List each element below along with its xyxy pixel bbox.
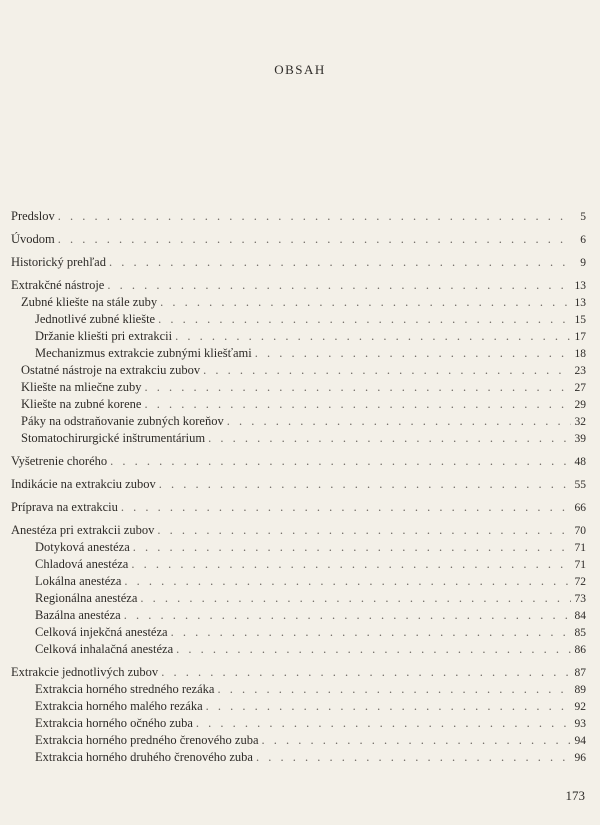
toc-entry (11, 311, 586, 328)
toc-entry-page: 85 (574, 627, 586, 639)
toc-entry-page: 23 (574, 365, 586, 377)
dot-leader (133, 539, 571, 556)
toc-entry-page: 18 (574, 348, 586, 360)
dot-leader (208, 430, 571, 447)
dot-leader (158, 311, 571, 328)
toc-entry (11, 254, 586, 271)
toc-entry-page: 71 (574, 559, 586, 571)
toc-entry-page: 5 (580, 211, 586, 223)
toc-entry-page: 73 (574, 593, 586, 605)
toc-entry-page: 29 (574, 399, 586, 411)
toc-entry (11, 231, 586, 248)
toc-entry-label: Vyšetrenie chorého (11, 454, 108, 468)
toc-entry-label: Ostatné nástroje na extrakciu zubov (21, 363, 201, 377)
dot-leader (175, 328, 571, 345)
page-number: 173 (565, 788, 585, 803)
dot-leader (206, 698, 571, 715)
toc-entry-page: 13 (574, 280, 586, 292)
toc-entry-page: 86 (574, 644, 586, 656)
toc-entry (11, 664, 586, 681)
toc-entry (11, 522, 586, 539)
toc-entry (11, 345, 586, 362)
toc-entry-label: Lokálna anestéza (35, 574, 122, 588)
toc-entry-page: 84 (574, 610, 586, 622)
toc-entry-label: Chladová anestéza (35, 557, 129, 571)
dot-leader (58, 208, 571, 225)
toc-entry (11, 715, 586, 732)
toc-entry-label: Kliešte na mliečne zuby (21, 380, 142, 394)
dot-leader (196, 715, 571, 732)
toc-entry (11, 573, 586, 590)
toc-entry (11, 732, 586, 749)
toc-entry (11, 681, 586, 698)
toc-entry-label: Predslov (11, 209, 55, 223)
dot-leader (159, 476, 571, 493)
toc-entry-page: 94 (574, 735, 586, 747)
dot-leader (171, 624, 571, 641)
dot-leader (217, 681, 571, 698)
dot-leader (203, 362, 571, 379)
toc-entry-label: Celková injekčná anestéza (35, 625, 168, 639)
dot-leader (255, 345, 571, 362)
dot-leader (124, 607, 571, 624)
dot-leader (107, 277, 571, 294)
toc-entry-page: 27 (574, 382, 586, 394)
toc-entry-label: Historický prehľad (11, 255, 106, 269)
toc-entry-label: Kliešte na zubné korene (21, 397, 142, 411)
dot-leader (131, 556, 571, 573)
dot-leader (109, 254, 571, 271)
toc-entry (11, 499, 586, 516)
dot-leader (144, 396, 571, 413)
toc-entry (11, 277, 586, 294)
dot-leader (110, 453, 571, 470)
dot-leader (157, 522, 571, 539)
toc-entry-page: 6 (580, 234, 586, 246)
toc-entry (11, 294, 586, 311)
toc-entry-label: Extrakcie jednotlivých zubov (11, 665, 159, 679)
toc-entry (11, 698, 586, 715)
toc-entry-page: 71 (574, 542, 586, 554)
dot-leader (121, 499, 571, 516)
toc-entry-label: Mechanizmus extrakcie zubnými kliešťami (35, 346, 252, 360)
dot-leader (160, 294, 571, 311)
toc-entry-page: 32 (574, 416, 586, 428)
toc-entry-label: Extrakcia horného očného zuba (35, 716, 193, 730)
toc-entry-page: 89 (574, 684, 586, 696)
page-title: OBSAH (274, 62, 326, 77)
toc-entry-label: Extrakčné nástroje (11, 278, 105, 292)
toc-entry-label: Stomatochirurgické inštrumentárium (21, 431, 206, 445)
toc-entry-label: Úvodom (11, 232, 55, 246)
dot-leader (161, 664, 571, 681)
toc-entry-page: 13 (574, 297, 586, 309)
dot-leader (58, 231, 571, 248)
toc-entry (11, 476, 586, 493)
dot-leader (144, 379, 571, 396)
toc-entry-page: 48 (574, 456, 586, 468)
toc-entry (11, 379, 586, 396)
toc-entry-page: 92 (574, 701, 586, 713)
dot-leader (124, 573, 571, 590)
toc-entry-label: Extrakcia horného predného črenového zuba (35, 733, 259, 747)
toc-entry-label: Extrakcia horného druhého črenového zuba (35, 750, 253, 764)
toc-entry-page: 93 (574, 718, 586, 730)
toc-entry (11, 413, 586, 430)
toc-entry-label: Zubné kliešte na stále zuby (21, 295, 158, 309)
toc-entry-page: 15 (574, 314, 586, 326)
toc-entry (11, 590, 586, 607)
toc-entry (11, 641, 586, 658)
toc-entry-page: 72 (574, 576, 586, 588)
toc-entry (11, 556, 586, 573)
toc-entry-page: 17 (574, 331, 586, 343)
toc-entry-page: 87 (574, 667, 586, 679)
toc-entry-page: 39 (574, 433, 586, 445)
toc-entry (11, 539, 586, 556)
toc-entry-label: Bazálna anestéza (35, 608, 121, 622)
dot-leader (176, 641, 571, 658)
toc-entry-page: 96 (574, 752, 586, 764)
toc-entry (11, 328, 586, 345)
toc-entry-label: Dotyková anestéza (35, 540, 130, 554)
dot-leader (227, 413, 571, 430)
toc-entry-page: 70 (574, 525, 586, 537)
toc-entry-label: Celková inhalačná anestéza (35, 642, 174, 656)
toc-entry (11, 430, 586, 447)
toc-entry-label: Páky na odstraňovanie zubných koreňov (21, 414, 224, 428)
toc-entry-label: Extrakcia horného stredného rezáka (35, 682, 215, 696)
toc-entry-label: Držanie kliešti pri extrakcii (35, 329, 173, 343)
toc-entry (11, 396, 586, 413)
table-of-contents (11, 208, 586, 766)
toc-entry-page: 66 (574, 502, 586, 514)
dot-leader (262, 732, 571, 749)
toc-entry-label: Anestéza pri extrakcii zubov (11, 523, 155, 537)
toc-entry (11, 208, 586, 225)
toc-entry-label: Jednotlivé zubné kliešte (35, 312, 156, 326)
toc-entry (11, 749, 586, 766)
toc-entry-page: 55 (574, 479, 586, 491)
toc-entry-label: Príprava na extrakciu (11, 500, 118, 514)
dot-leader (140, 590, 571, 607)
dot-leader (256, 749, 571, 766)
toc-entry (11, 607, 586, 624)
toc-entry-label: Indikácie na extrakciu zubov (11, 477, 156, 491)
toc-entry-page: 9 (580, 257, 586, 269)
toc-entry (11, 624, 586, 641)
toc-entry-label: Regionálna anestéza (35, 591, 138, 605)
toc-entry (11, 362, 586, 379)
toc-entry-label: Extrakcia horného malého rezáka (35, 699, 203, 713)
toc-entry (11, 453, 586, 470)
